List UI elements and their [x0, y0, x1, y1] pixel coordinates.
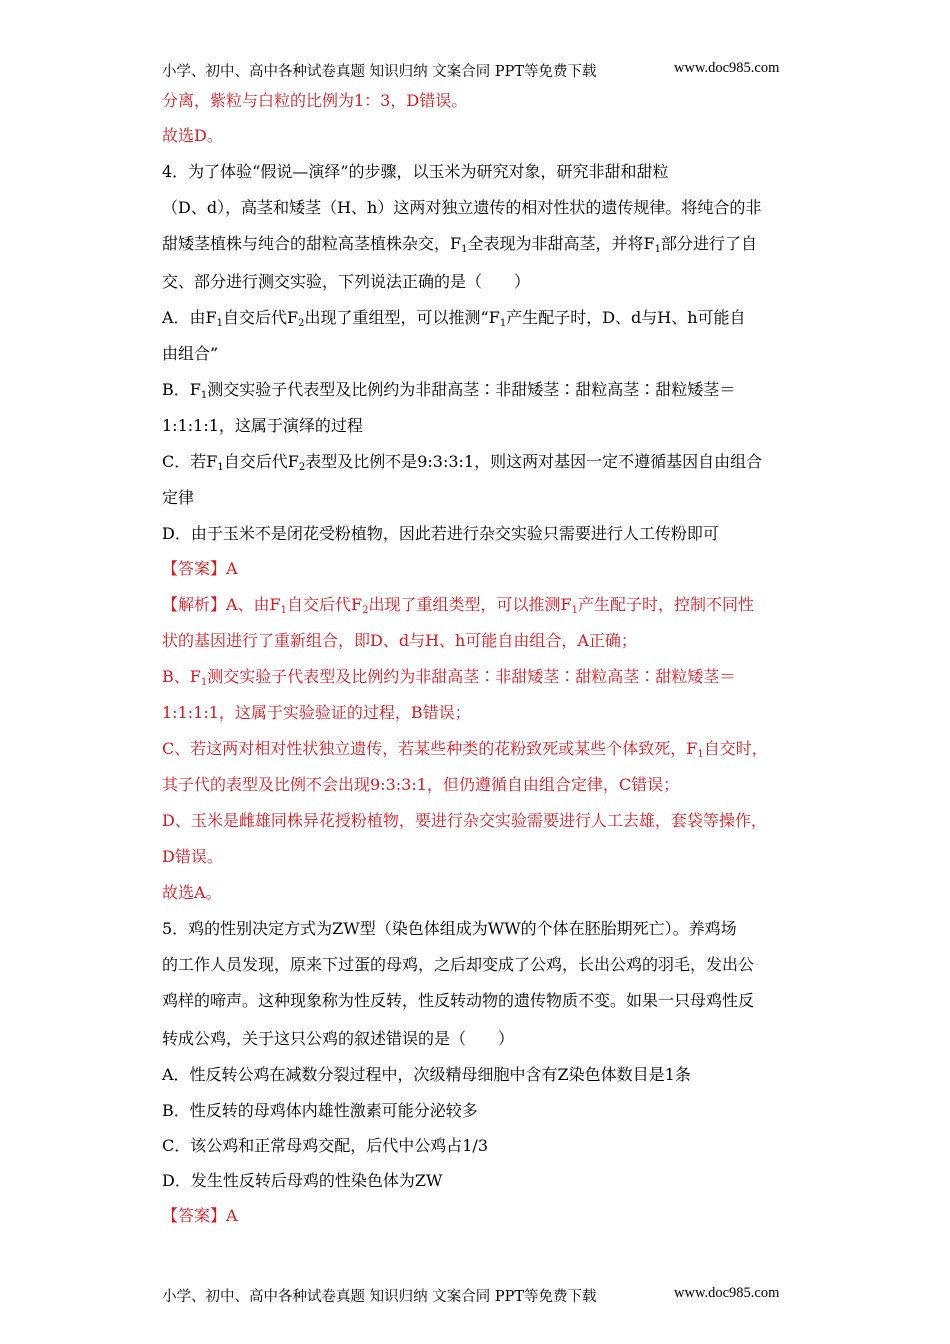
- q4-explanation-line-7: D、玉米是雌雄同株异花授粉植物，要进行杂交实验需要进行人工去雄，套袋等操作，: [162, 811, 767, 830]
- q3-explanation-line: 分离，紫粒与白粒的比例为1：3，D错误。: [162, 91, 468, 110]
- footer-url[interactable]: www.doc985.com: [674, 1285, 780, 1301]
- q4-answer: 【答案】A: [162, 559, 238, 578]
- q4-stem-line-3: 甜矮茎植株与纯合的甜粒高茎植株杂交，$F_1$全表现为非甜高茎，并将$F_1$部分进行了自: [162, 234, 757, 255]
- q4-explanation-line-5: C、若这两对相对性状独立遗传，若某些种类的花粉致死或某些个体致死，$F_1$自交时，: [162, 739, 768, 760]
- q4-stem-line-1: 4．为了体验“假说—演绎”的步骤，以玉米为研究对象，研究非甜和甜粒: [162, 162, 669, 181]
- page-header: [162, 60, 802, 81]
- header-url[interactable]: www.doc985.com: [674, 60, 780, 76]
- page-footer: [162, 1285, 802, 1306]
- header-text: 小学、初中、高中各种试卷真题 知识归纳 文案合同 PPT等免费下载: [162, 64, 597, 80]
- footer-text: 小学、初中、高中各种试卷真题 知识归纳 文案合同 PPT等免费下载: [162, 1289, 597, 1305]
- q5-option-a: A．性反转公鸡在减数分裂过程中，次级精母细胞中含有Z染色体数目是1条: [162, 1065, 691, 1084]
- q4-explanation-line-4: 1:1:1:1，这属于实验验证的过程，B错误；: [162, 703, 471, 722]
- q4-explanation-line-1: 【解析】A、由$F_1$自交后代$F_2$出现了重组类型，可以推测$F_1$产生配子时，控制不同性: [162, 595, 755, 616]
- q5-option-c: C．该公鸡和正常母鸡交配，后代中公鸡占1/3: [162, 1136, 488, 1155]
- q5-stem-line-2: 的工作人员发现，原来下过蛋的母鸡，之后却变成了公鸡，长出公鸡的羽毛，发出公: [162, 955, 755, 974]
- q4-stem-line-4: 交、部分进行测交实验，下列说法正确的是（ ）: [162, 272, 531, 291]
- q4-conclusion: 故选A。: [162, 883, 222, 902]
- q4-option-a-cont: 由组合”: [162, 344, 219, 363]
- q5-answer: 【答案】A: [162, 1206, 238, 1225]
- q4-explanation-line-8: D错误。: [162, 847, 223, 866]
- q5-option-b: B．性反转的母鸡体内雄性激素可能分泌较多: [162, 1101, 478, 1120]
- q5-stem-line-1: 5．鸡的性别决定方式为ZW型（染色体组成为WW的个体在胚胎期死亡）。养鸡场: [162, 919, 737, 938]
- q4-explanation-line-3: B、$F_1$测交实验子代表型及比例约为非甜高茎∶非甜矮茎∶甜粒高茎∶甜粒矮茎＝: [162, 667, 736, 688]
- q3-conclusion: 故选D。: [162, 126, 223, 145]
- q4-explanation-line-6: 其子代的表型及比例不会出现9:3:3:1，但仍遵循自由组合定律，C错误；: [162, 775, 680, 794]
- q4-option-c: C．若$F_1$自交后代$F_2$表型及比例不是9:3:3:1，则这两对基因一定不遵循基因自由组合: [162, 452, 763, 473]
- q5-option-d: D．发生性反转后母鸡的性染色体为ZW: [162, 1171, 443, 1190]
- q4-stem-line-2: （D、d），高茎和矮茎（H、h）这两对独立遗传的相对性状的遗传规律。将纯合的非: [162, 198, 762, 217]
- q4-option-d: D．由于玉米不是闭花受粉植物，因此若进行杂交实验只需要进行人工传粉即可: [162, 524, 719, 543]
- q4-option-a: A．由$F_1$自交后代$F_2$出现了重组型，可以推测“$F_1$产生配子时，D、d与H、h可能自: [162, 308, 746, 329]
- q5-stem-line-3: 鸡样的啼声。这种现象称为性反转，性反转动物的遗传物质不变。如果一只母鸡性反: [162, 991, 755, 1010]
- q4-option-b-cont: 1:1:1:1，这属于演绎的过程: [162, 416, 363, 435]
- q4-explanation-line-2: 状的基因进行了重新组合，即D、d与H、h可能自由组合，A正确；: [162, 631, 637, 650]
- q4-option-c-cont: 定律: [162, 488, 195, 507]
- q4-option-b: B．$F_1$测交实验子代表型及比例约为非甜高茎∶非甜矮茎∶甜粒高茎∶甜粒矮茎＝: [162, 380, 736, 401]
- q5-stem-line-4: 转成公鸡，关于这只公鸡的叙述错误的是（ ）: [162, 1029, 515, 1048]
